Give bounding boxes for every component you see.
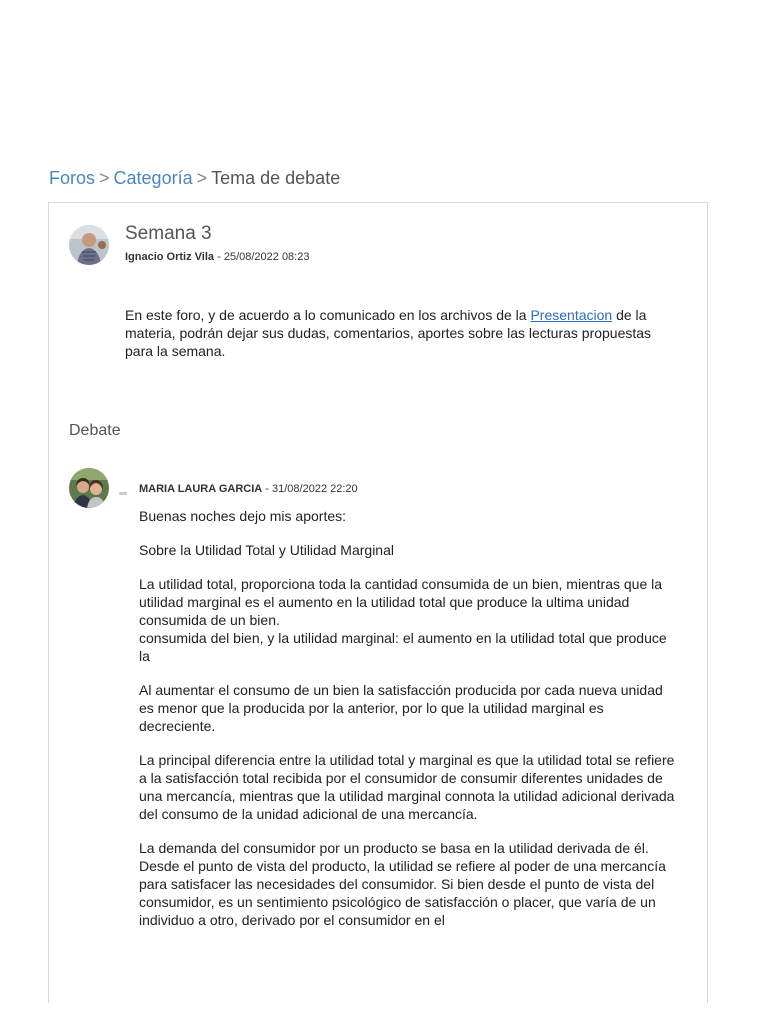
post-author[interactable]: Ignacio Ortiz Vila — [125, 251, 215, 263]
reply-paragraph: La utilidad total, proporciona toda la cantidad consumida de un bien, mientras que la utilidad marginal es el aumento en la utilidad total que produce la ultima unidad consumida de un bien. — [139, 576, 663, 628]
breadcrumb — [49, 168, 340, 189]
breadcrumb-separator: > — [99, 168, 110, 188]
presentacion-link[interactable]: Presentacion — [530, 307, 613, 323]
author-avatar[interactable] — [69, 225, 109, 265]
breadcrumb-category-link[interactable]: Categoría — [113, 168, 193, 188]
post-date: - 25/08/2022 08:23 — [217, 251, 310, 263]
reply-paragraph: Sobre la Utilidad Total y Utilidad Marginal — [139, 542, 394, 558]
reply-paragraph: La principal diferencia entre la utilidad total y marginal es que la utilidad total se refiere a la satisfacción total recibida por el consumidor de consumir diferentes unidades de una mercancía, mientras que la utilidad marginal connota la utilidad adicional derivada del consumo de la unidad adicional de una mercancía. — [139, 752, 675, 822]
forum-thread-card — [48, 202, 708, 1003]
reply-body — [139, 507, 679, 945]
reply-paragraph: Buenas noches dejo mis aportes: — [139, 508, 347, 524]
reply-author-avatar[interactable] — [69, 468, 109, 508]
reply-date: - 31/08/2022 22:20 — [265, 483, 358, 495]
reply-author[interactable]: MARIA LAURA GARCIA — [139, 483, 263, 495]
post-body-text: En este foro, y de acuerdo a lo comunicado en los archivos de la — [125, 307, 531, 323]
post-title: Semana 3 — [125, 223, 212, 244]
breadcrumb-forums-link[interactable]: Foros — [49, 168, 96, 188]
post-meta — [125, 251, 309, 263]
post-body — [125, 306, 670, 360]
reply-paragraph: consumida del bien, y la utilidad marginal: el aumento en la utilidad total que produce la — [139, 630, 667, 664]
post-body-text: de la materia, podrán dejar sus dudas, comentarios, aportes sobre las lecturas propuestas para la semana. — [125, 307, 652, 359]
reply-meta — [139, 483, 358, 495]
breadcrumb-separator: > — [196, 168, 208, 188]
breadcrumb-current-topic: Tema de debate — [211, 168, 341, 188]
reply-connector — [119, 492, 127, 495]
debate-section-title: Debate — [69, 422, 121, 439]
avatar-photo-icon — [69, 225, 109, 265]
reply-paragraph: Al aumentar el consumo de un bien la satisfacción producida por cada nueva unidad es menor que la producida por la anterior, por lo que la utilidad marginal es decreciente. — [139, 682, 663, 734]
avatar-photo-icon — [69, 468, 109, 508]
reply-paragraph: La demanda del consumidor por un producto se basa en la utilidad derivada de él. Desde el punto de vista del producto, la utilidad se refiere al poder de una mercancía para satisfacer las necesidades del consumidor. Si bien desde el punto de vista del consumidor, es un sentimiento psicológico de satisfacción o placer, que varía de un individuo a otro, derivado por el consumidor en el — [139, 840, 666, 928]
